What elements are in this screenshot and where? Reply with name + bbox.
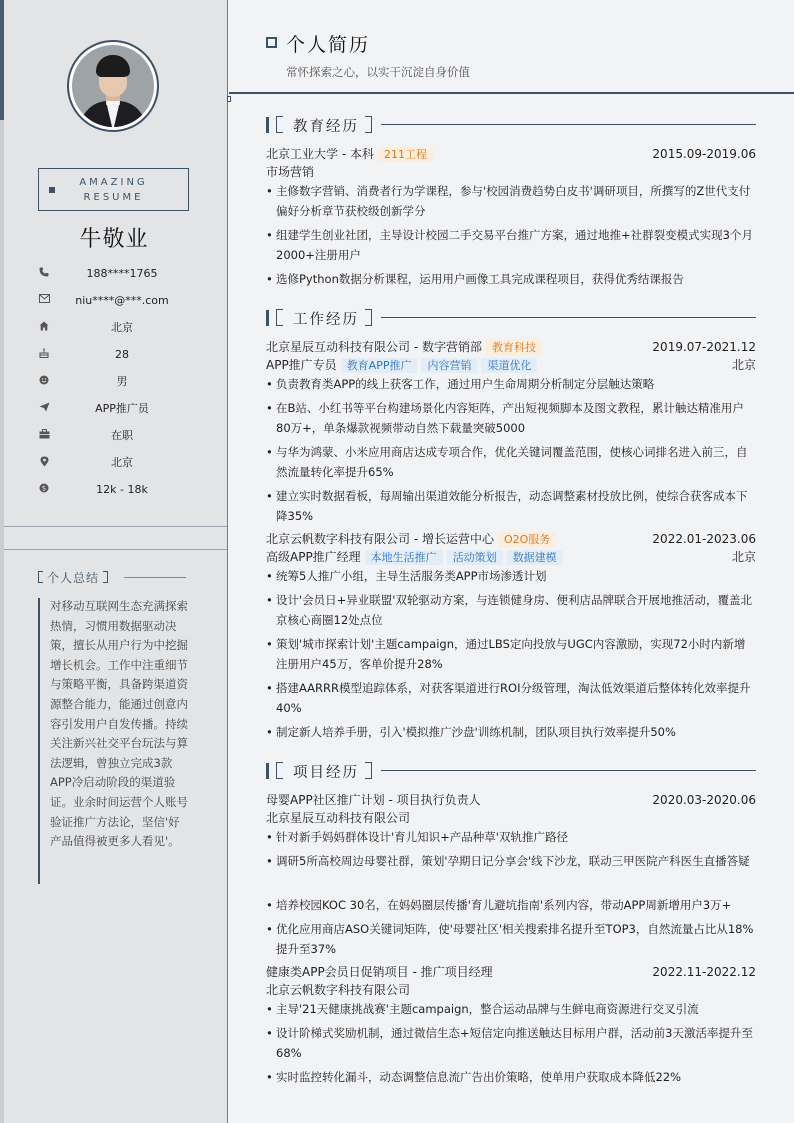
job-skill-tag: 数据建模	[507, 550, 563, 565]
job-skill-tag: 内容营销	[421, 358, 477, 373]
project-period: 2020.03-2020.06	[652, 793, 756, 807]
school-tag: 211工程	[378, 147, 433, 162]
title-rule	[229, 92, 794, 94]
job-period: 2019.07-2021.12	[652, 340, 756, 354]
list-item: • 培养校园KOC 30名，在妈妈圈层传播'育儿避坑指南'系列内容，带动APP周新增用户3万+	[266, 895, 756, 915]
age-value: 28	[115, 348, 129, 361]
bracket-right-icon	[365, 309, 372, 326]
badge-line-1: AMAZING	[79, 177, 148, 188]
email-value: niu****@***.com	[75, 294, 169, 307]
school-name: 北京工业大学 - 本科	[266, 147, 374, 161]
summary-accent-bar	[38, 598, 40, 884]
rule-marker	[227, 96, 231, 102]
info-position	[0, 399, 228, 419]
list-item: • 与华为鸿蒙、小米应用商店达成专项合作，优化关键词覆盖范围，使核心词排名进入前三，自然流量转化率提升65%	[266, 442, 756, 482]
list-item: • 负责教育类APP的线上获客工作，通过用户生命周期分析制定分层触达策略	[266, 374, 756, 394]
job-role: 高级APP推广经理	[266, 550, 361, 564]
job-skill-tag: 渠道优化	[481, 358, 537, 373]
job-skill-tag: 本地生活推广	[365, 550, 443, 565]
info-phone	[0, 264, 228, 284]
summary-text: 对移动互联网生态充满探索热情，习惯用数据驱动决策，擅长从用户行为中挖掘增长机会。工作中注重细节与策略平衡，具备跨渠道资源整合能力，能通过创意内容引发用户自发传播。持续关注新兴社交平台玩法与算法逻辑，曾独立完成3款APP冷启动阶段的渠道验证。业余时间运营个人账号验证推广方法论，坚信'好产品值得被更多人看见'。	[50, 599, 188, 849]
job-company-row	[266, 338, 756, 356]
main-content	[229, 0, 794, 1123]
svg-text:$: $	[41, 484, 47, 493]
list-item: • 选修Python数据分析课程，运用用户画像工具完成课程项目，获得优秀结课报告	[266, 269, 756, 289]
job-skill-tag: 活动策划	[447, 550, 503, 565]
bracket-left-icon	[276, 309, 283, 326]
education-heading	[266, 116, 756, 134]
cake-icon	[38, 348, 50, 360]
list-item: • 针对新手妈妈群体设计'育儿知识+产品种草'双轨推广路径	[266, 827, 756, 847]
candidate-name: 牛敬业	[79, 227, 149, 252]
project-name-row	[266, 791, 756, 809]
resume-badge	[38, 168, 189, 211]
sidebar-stripe-accent	[0, 0, 4, 120]
bracket-right-icon	[365, 116, 372, 133]
badge-line-2: RESUME	[83, 192, 144, 203]
list-item: • 设计'会员日+异业联盟'双轮驱动方案，与连锁健身房、便利店品牌联合开展地推活动，覆盖北京核心商圈12处点位	[266, 590, 756, 630]
sidebar-divider-top	[4, 526, 227, 527]
list-item: • 调研5所高校周边母婴社群，策划'孕期日记分享会'线下沙龙，联动三甲医院产科医生直播答疑	[266, 851, 756, 871]
job-city: 北京	[731, 550, 756, 564]
project-name: 母婴APP社区推广计划 - 项目执行负责人	[266, 793, 481, 807]
position-value: APP推广员	[95, 402, 149, 415]
job-city: 北京	[731, 358, 756, 372]
list-item: • 主修数字营销、消费者行为学课程，参与'校园消费趋势白皮书'调研项目，所撰写的Z世代支付偏好分析章节获校级创新学分	[266, 181, 756, 221]
sidebar-divider-bottom	[4, 549, 227, 550]
list-item: • 策划'城市探索计划'主题campaign，通过LBS定向投放与UGC内容激励，实现72小时内新增注册用户45万，客单价提升28%	[266, 634, 756, 674]
mail-icon	[38, 294, 50, 306]
status-value: 在职	[111, 429, 133, 442]
info-home	[0, 318, 228, 338]
info-location	[0, 453, 228, 473]
job-skill-tag: 教育APP推广	[341, 358, 418, 373]
job-industry-tag: 教育科技	[486, 340, 542, 355]
list-item: • 搭建AARRR模型追踪体系，对获客渠道进行ROI分级管理，淘汰低效渠道后整体转化效率提升40%	[266, 678, 756, 718]
project-org: 北京星辰互动科技有限公司	[266, 811, 411, 825]
info-email	[0, 291, 228, 311]
list-item: • 实时监控转化漏斗，动态调整信息流广告出价策略，使单用户获取成本降低22%	[266, 1067, 756, 1087]
job-role-row	[266, 548, 756, 566]
page-title: 个人简历	[286, 34, 371, 56]
job-role-row	[266, 356, 756, 374]
info-age	[0, 345, 228, 365]
work-title: 工作经历	[293, 312, 359, 328]
briefcase-icon	[38, 429, 50, 441]
projects-heading	[266, 762, 756, 780]
location-value: 北京	[111, 456, 133, 469]
sidebar	[0, 0, 228, 1123]
phone-value: 188****1765	[86, 267, 158, 280]
info-gender	[0, 372, 228, 392]
send-icon	[38, 402, 50, 414]
job-industry-tag: O2O服务	[498, 532, 556, 547]
education-title: 教育经历	[293, 119, 359, 135]
bracket-right-icon	[365, 762, 372, 779]
bracket-left-icon	[276, 762, 283, 779]
summary-heading-rule	[124, 577, 186, 578]
location-icon	[38, 456, 50, 468]
info-status	[0, 426, 228, 446]
title-square-icon	[266, 37, 277, 48]
bracket-right-icon	[103, 571, 108, 583]
education-period: 2015.09-2019.06	[652, 147, 756, 161]
bracket-left-icon	[38, 571, 43, 583]
home-icon	[38, 321, 50, 333]
home-value: 北京	[111, 321, 133, 334]
work-heading	[266, 309, 756, 327]
list-item: • 统筹5人推广小组，主导生活服务类APP市场渗透计划	[266, 566, 756, 586]
sidebar-stripe	[0, 0, 4, 1123]
list-item: • 主导'21天健康挑战赛'主题campaign，整合运动品牌与生鲜电商资源进行交叉引流	[266, 999, 756, 1019]
summary-title: 个人总结	[47, 571, 100, 585]
job-role: APP推广专员	[266, 358, 337, 372]
salary-value: 12k - 18k	[96, 483, 148, 496]
list-item: • 在B站、小红书等平台构建场景化内容矩阵，产出短视频脚本及图文教程，累计触达精准用户80万+，单条爆款视频带动自然下载量突破5000	[266, 398, 756, 438]
list-item: • 组建学生创业社团，主导设计校园二手交易平台推广方案，通过地推+社群裂变模式实现3个月2000+注册用户	[266, 225, 756, 265]
job-company: 北京星辰互动科技有限公司 - 数字营销部	[266, 340, 482, 354]
smile-icon	[38, 375, 50, 387]
job-period: 2022.01-2023.06	[652, 532, 756, 546]
education-major: 市场营销	[266, 165, 315, 179]
summary-heading	[38, 569, 108, 586]
project-name-row	[266, 963, 756, 981]
list-item: • 优化应用商店ASO关键词矩阵，使'母婴社区'相关搜索排名提升至TOP3，自然流量占比从18%提升至37%	[266, 919, 756, 959]
list-item: • 制定新人培养手册，引入'模拟推广沙盘'训练机制，团队项目执行效率提升50%	[266, 722, 756, 742]
gender-value: 男	[116, 375, 128, 388]
info-salary	[0, 480, 228, 500]
list-item: • 设计阶梯式奖励机制，通过微信生态+短信定向推送触达目标用户群，活动前3天激活率提升至68%	[266, 1023, 756, 1063]
avatar	[67, 40, 159, 132]
projects-title: 项目经历	[293, 765, 359, 781]
project-period: 2022.11-2022.12	[652, 965, 756, 979]
badge-square-icon	[49, 187, 55, 193]
job-company: 北京云帆数字科技有限公司 - 增长运营中心	[266, 532, 494, 546]
bracket-left-icon	[276, 116, 283, 133]
phone-icon	[38, 267, 50, 279]
avatar-photo	[72, 45, 154, 127]
project-name: 健康类APP会员日促销项目 - 推广项目经理	[266, 965, 493, 979]
education-school-row	[266, 145, 756, 163]
money-icon	[38, 483, 50, 495]
job-company-row	[266, 530, 756, 548]
page-subtitle: 常怀探索之心，以实干沉淀自身价值	[286, 65, 470, 79]
project-org: 北京云帆数字科技有限公司	[266, 983, 411, 997]
list-item: • 建立实时数据看板，每周输出渠道效能分析报告，动态调整素材投放比例，使综合获客成本下降35%	[266, 486, 756, 526]
